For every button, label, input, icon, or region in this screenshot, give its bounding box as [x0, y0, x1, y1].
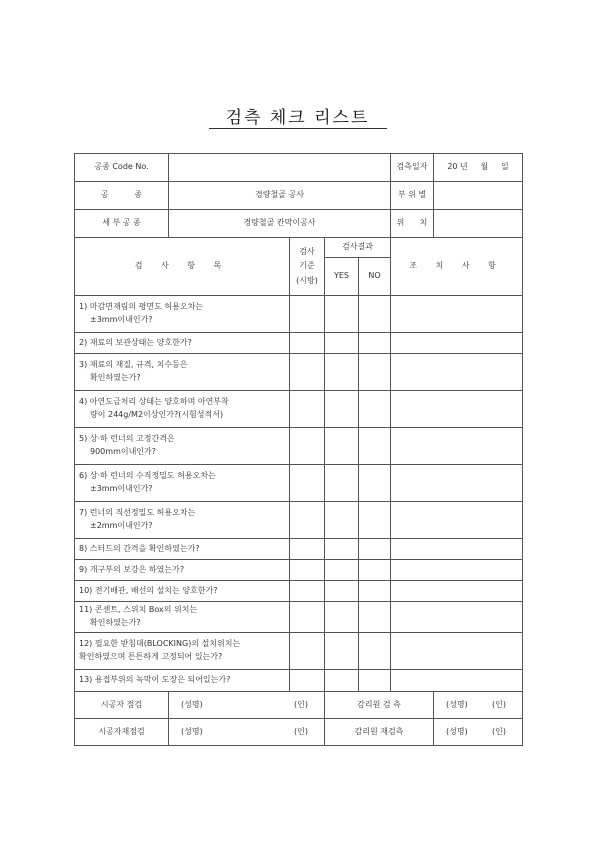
- yes-check-cell[interactable]: [325, 391, 359, 428]
- inspection-item-text: 8) 스터드의 간격을 확인하였는가?: [79, 543, 200, 553]
- inspection-item-text: 2) 재료의 보관상태는 양호한가?: [79, 337, 192, 347]
- action-cell[interactable]: [391, 391, 523, 428]
- inspection-item-text: 확인하였는가?: [90, 373, 141, 382]
- contractor-signature-field[interactable]: [169, 719, 325, 746]
- action-cell[interactable]: [391, 465, 523, 502]
- work-value[interactable]: 경량철골 공사: [169, 182, 391, 210]
- location-label: 위 치: [391, 210, 434, 238]
- standard-cell[interactable]: [290, 296, 325, 333]
- standard-cell[interactable]: [290, 539, 325, 560]
- no-check-cell[interactable]: [359, 560, 391, 581]
- standard-cell[interactable]: [290, 633, 325, 670]
- table-row: [75, 581, 523, 602]
- no-check-cell[interactable]: [359, 296, 391, 333]
- yes-check-cell[interactable]: [325, 560, 359, 581]
- inspection-item: [75, 296, 290, 333]
- no-check-cell[interactable]: [359, 581, 391, 602]
- inspection-item-text: 7) 런너의 직선정밀도 허용오차는: [79, 508, 196, 518]
- table-row: [75, 670, 523, 692]
- date-month: 월: [480, 162, 489, 172]
- checklist-table: [74, 153, 523, 746]
- inspection-item: [75, 539, 290, 560]
- yes-check-cell[interactable]: [325, 581, 359, 602]
- part-label: 부 위 별: [391, 182, 434, 210]
- supervisor-inspection-label: 감리원 검 측: [325, 692, 434, 719]
- inspection-item: [75, 391, 290, 428]
- standard-cell[interactable]: [290, 465, 325, 502]
- header-row-detail: [75, 210, 523, 238]
- date-value[interactable]: [434, 154, 523, 182]
- inspection-item: [75, 333, 290, 354]
- location-value[interactable]: [434, 210, 523, 238]
- inspection-item-text: 13) 용접부위의 녹막이 도장은 되어있는가?: [79, 675, 231, 685]
- yes-check-cell[interactable]: [325, 602, 359, 633]
- standard-cell[interactable]: [290, 502, 325, 539]
- inspection-item-text: 3) 재료의 재질, 규격, 치수등은: [79, 360, 188, 370]
- signature-row: [75, 692, 523, 719]
- supervisor-inspection-label: 감리원 재검측: [325, 719, 434, 746]
- contractor-inspection-label: 시공자 점검: [75, 692, 169, 719]
- seal-label: (인): [492, 726, 506, 736]
- action-cell[interactable]: [391, 539, 523, 560]
- standard-cell[interactable]: [290, 428, 325, 465]
- yes-check-cell[interactable]: [325, 354, 359, 391]
- table-row: [75, 333, 523, 354]
- yes-header: YES: [325, 258, 359, 296]
- inspection-item-text: 확인하였는가?: [90, 618, 141, 627]
- signature-name-label: (성명): [446, 699, 468, 709]
- table-row: [75, 354, 523, 391]
- no-header: NO: [359, 258, 391, 296]
- inspection-item: [75, 581, 290, 602]
- action-cell[interactable]: [391, 602, 523, 633]
- action-cell[interactable]: [391, 560, 523, 581]
- inspection-item-text: 확인하였으며 튼튼하게 고정되어 있는가?: [79, 652, 223, 661]
- supervisor-signature-field[interactable]: [434, 692, 523, 719]
- action-cell[interactable]: [391, 354, 523, 391]
- standard-header-line: 기준: [299, 261, 315, 271]
- table-row: [75, 296, 523, 333]
- no-check-cell[interactable]: [359, 391, 391, 428]
- table-row: [75, 391, 523, 428]
- table-row: [75, 602, 523, 633]
- seal-label: (인): [294, 699, 308, 709]
- date-label: 검측일자: [391, 154, 434, 182]
- inspection-items-header: 검 사 항 목: [75, 238, 290, 296]
- work-label: 공 종: [75, 182, 169, 210]
- inspection-item-text: 11) 콘센트, 스위치 Box의 위치는: [79, 605, 198, 615]
- inspection-item-text: ±2mm이내인가?: [90, 521, 153, 530]
- no-check-cell[interactable]: [359, 333, 391, 354]
- action-cell[interactable]: [391, 581, 523, 602]
- date-year: 20 년: [447, 162, 468, 172]
- standard-cell[interactable]: [290, 670, 325, 692]
- detail-value[interactable]: 경량철골 칸막이공사: [169, 210, 391, 238]
- supervisor-signature-field[interactable]: [434, 719, 523, 746]
- signature-name-label: (성명): [181, 726, 203, 736]
- signature-row: [75, 719, 523, 746]
- contractor-signature-field[interactable]: [169, 692, 325, 719]
- no-check-cell[interactable]: [359, 670, 391, 692]
- no-check-cell[interactable]: [359, 502, 391, 539]
- title-underline: [209, 128, 387, 129]
- table-row: [75, 502, 523, 539]
- inspection-item-text: 12) 필요한 받침대(BLOCKING)의 설치위치는: [79, 639, 241, 649]
- no-check-cell[interactable]: [359, 602, 391, 633]
- page-title: 검측 체크 리스트: [225, 108, 370, 128]
- header-row-code: [75, 154, 523, 182]
- yes-check-cell[interactable]: [325, 670, 359, 692]
- inspection-item: [75, 502, 290, 539]
- inspection-item: [75, 428, 290, 465]
- inspection-item-text: 900mm이내인가?: [90, 447, 157, 456]
- action-cell[interactable]: [391, 333, 523, 354]
- standard-header-line: (시방): [296, 275, 318, 285]
- column-header-row-1: [75, 238, 523, 258]
- inspection-item: [75, 670, 290, 692]
- signature-name-label: (성명): [181, 699, 203, 709]
- standard-cell[interactable]: [290, 560, 325, 581]
- yes-check-cell[interactable]: [325, 333, 359, 354]
- table-row: [75, 428, 523, 465]
- standard-cell[interactable]: [290, 354, 325, 391]
- standard-cell[interactable]: [290, 333, 325, 354]
- detail-label: 세 부 공 종: [75, 210, 169, 238]
- date-day: 일: [500, 162, 509, 172]
- yes-check-cell[interactable]: [325, 428, 359, 465]
- no-check-cell[interactable]: [359, 465, 391, 502]
- table-row: [75, 539, 523, 560]
- inspection-item-text: ±3mm이내인가?: [90, 315, 153, 324]
- inspection-item: [75, 602, 290, 633]
- standard-cell[interactable]: [290, 602, 325, 633]
- inspection-item-text: 1) 마감면재림의 평면도 허용오차는: [79, 302, 204, 312]
- header-row-work: [75, 182, 523, 210]
- action-cell[interactable]: [391, 428, 523, 465]
- part-value[interactable]: [434, 182, 523, 210]
- standard-header: [290, 238, 325, 296]
- action-cell[interactable]: [391, 502, 523, 539]
- action-cell[interactable]: [391, 296, 523, 333]
- inspection-item-text: ±3mm이내인가?: [90, 484, 153, 493]
- no-check-cell[interactable]: [359, 633, 391, 670]
- inspection-item-text: 량이 244g/M2이상인가?(시험성적서): [90, 410, 224, 419]
- code-value[interactable]: [169, 154, 391, 182]
- standard-cell[interactable]: [290, 581, 325, 602]
- inspection-item: [75, 633, 290, 670]
- no-check-cell[interactable]: [359, 428, 391, 465]
- seal-label: (인): [294, 726, 308, 736]
- yes-check-cell[interactable]: [325, 465, 359, 502]
- inspection-item: [75, 560, 290, 581]
- result-header: 검사결과: [325, 238, 391, 258]
- code-label: 공종 Code No.: [75, 154, 169, 182]
- standard-cell[interactable]: [290, 391, 325, 428]
- action-header: 조 치 사 항: [391, 238, 523, 296]
- inspection-item-text: 6) 상·하 런너의 수직정밀도 허용오차는: [79, 471, 216, 481]
- yes-check-cell[interactable]: [325, 296, 359, 333]
- inspection-item-text: 5) 상·하 런너의 고정간격은: [79, 434, 175, 444]
- yes-check-cell[interactable]: [325, 502, 359, 539]
- signature-name-label: (성명): [446, 726, 468, 736]
- table-row: [75, 633, 523, 670]
- inspection-item: [75, 465, 290, 502]
- yes-check-cell[interactable]: [325, 633, 359, 670]
- table-row: [75, 560, 523, 581]
- action-cell[interactable]: [391, 670, 523, 692]
- yes-check-cell[interactable]: [325, 539, 359, 560]
- seal-label: (인): [492, 699, 506, 709]
- table-row: [75, 465, 523, 502]
- inspection-item-text: 4) 아연도금처리 상태는 양호하며 아연부착: [79, 397, 229, 407]
- no-check-cell[interactable]: [359, 354, 391, 391]
- contractor-inspection-label: 시공자재점검: [75, 719, 169, 746]
- inspection-item: [75, 354, 290, 391]
- no-check-cell[interactable]: [359, 539, 391, 560]
- standard-header-line: 검사: [299, 246, 315, 256]
- inspection-item-text: 9) 개구부의 보강은 하였는가?: [79, 564, 185, 574]
- inspection-item-text: 10) 전기배관, 배선의 설치는 양호한가?: [79, 585, 218, 595]
- action-cell[interactable]: [391, 633, 523, 670]
